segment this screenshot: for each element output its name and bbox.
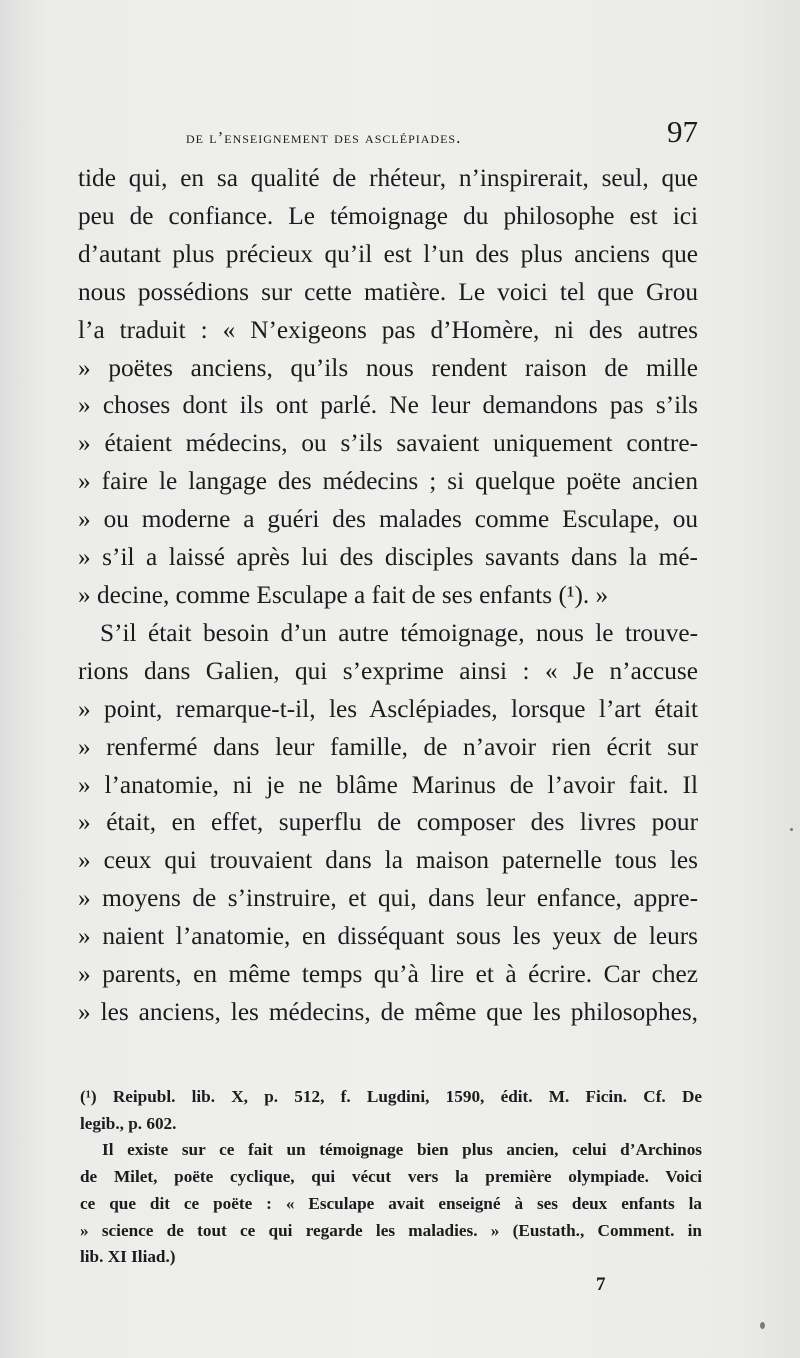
- text-line: peu de confiance. Le témoignage du philosophe est ici: [78, 201, 698, 230]
- text-line: » ceux qui trouvaient dans la maison paternelle tous les: [78, 846, 698, 875]
- footnote-1: [80, 1084, 702, 1137]
- text-line: » renfermé dans leur famille, de n’avoir rien écrit sur: [78, 732, 698, 761]
- text-line: » choses dont ils ont parlé. Ne leur demandons pas s’ils: [78, 391, 698, 420]
- text-line: » ou moderne a guéri des malades comme Esculape, ou: [78, 505, 698, 534]
- text-line: tide qui, en sa qualité de rhéteur, n’inspirerait, seul, que: [78, 164, 698, 192]
- main-text: [78, 160, 698, 1032]
- text-line: d’autant plus précieux qu’il est l’un des plus anciens que: [78, 239, 698, 268]
- footnote-line: » science de tout ce qui regarde les maladies. » (Eustath., Comment. in: [80, 1220, 702, 1240]
- text-line: rions dans Galien, qui s’exprime ainsi : « Je n’accuse: [78, 656, 698, 685]
- ink-speck: [760, 1322, 765, 1329]
- text-line: » decine, comme Esculape a fait de ses enfants (¹). »: [78, 580, 609, 609]
- footnotes: [80, 1084, 702, 1271]
- text-line: » faire le langage des médecins ; si quelque poëte ancien: [78, 467, 698, 496]
- text-line: » les anciens, les médecins, de même que les philosophes,: [78, 997, 698, 1026]
- running-title: de l’enseignement des asclépiades.: [186, 128, 462, 147]
- text-line: » s’il a laissé après lui des disciples savants dans la mé-: [78, 543, 698, 572]
- text-line: » moyens de s’instruire, et qui, dans leur enfance, appre-: [78, 884, 698, 913]
- text-line: » l’anatomie, ni je ne blâme Marinus de l’avoir fait. Il: [78, 770, 698, 799]
- text-line: » étaient médecins, ou s’ils savaient uniquement contre-: [78, 429, 698, 458]
- text-line: nous possédions sur cette matière. Le voici tel que Grou: [78, 277, 698, 306]
- footnote-line: de Milet, poëte cyclique, qui vécut vers la première olympiade. Voici: [80, 1167, 702, 1187]
- footnote-line: lib. XI Iliad.): [80, 1247, 176, 1267]
- footnote-2: [80, 1137, 702, 1271]
- page-number: 97: [667, 114, 698, 149]
- footnote-line: (¹) Reipubl. lib. X, p. 512, f. Lugdini, 1590, édit. M. Ficin. Cf. De: [80, 1087, 702, 1106]
- text-line: S’il était besoin d’un autre témoignage, nous le trouve-: [100, 618, 698, 647]
- text-line: » point, remarque-t-il, les Asclépiades, lorsque l’art était: [78, 694, 698, 723]
- ink-speck: [790, 828, 793, 831]
- page-header: [78, 110, 698, 160]
- text-line: » naient l’anatomie, en disséquant sous les yeux de leurs: [78, 922, 698, 951]
- text-line: » était, en effet, superflu de composer des livres pour: [78, 808, 698, 837]
- signature-mark: 7: [596, 1274, 606, 1295]
- footnote-line: Il existe sur ce fait un témoignage bien plus ancien, celui d’Archinos: [102, 1140, 702, 1160]
- text-line: » parents, en même temps qu’à lire et à écrire. Car chez: [78, 960, 698, 989]
- text-line: » poëtes anciens, qu’ils nous rendent raison de mille: [78, 353, 698, 382]
- footnote-line: ce que dit ce poëte : « Esculape avait enseigné à ses deux enfants la: [80, 1193, 702, 1213]
- footnote-line: legib., p. 602.: [80, 1113, 177, 1133]
- text-line: l’a traduit : « N’exigeons pas d’Homère, ni des autres: [78, 315, 698, 344]
